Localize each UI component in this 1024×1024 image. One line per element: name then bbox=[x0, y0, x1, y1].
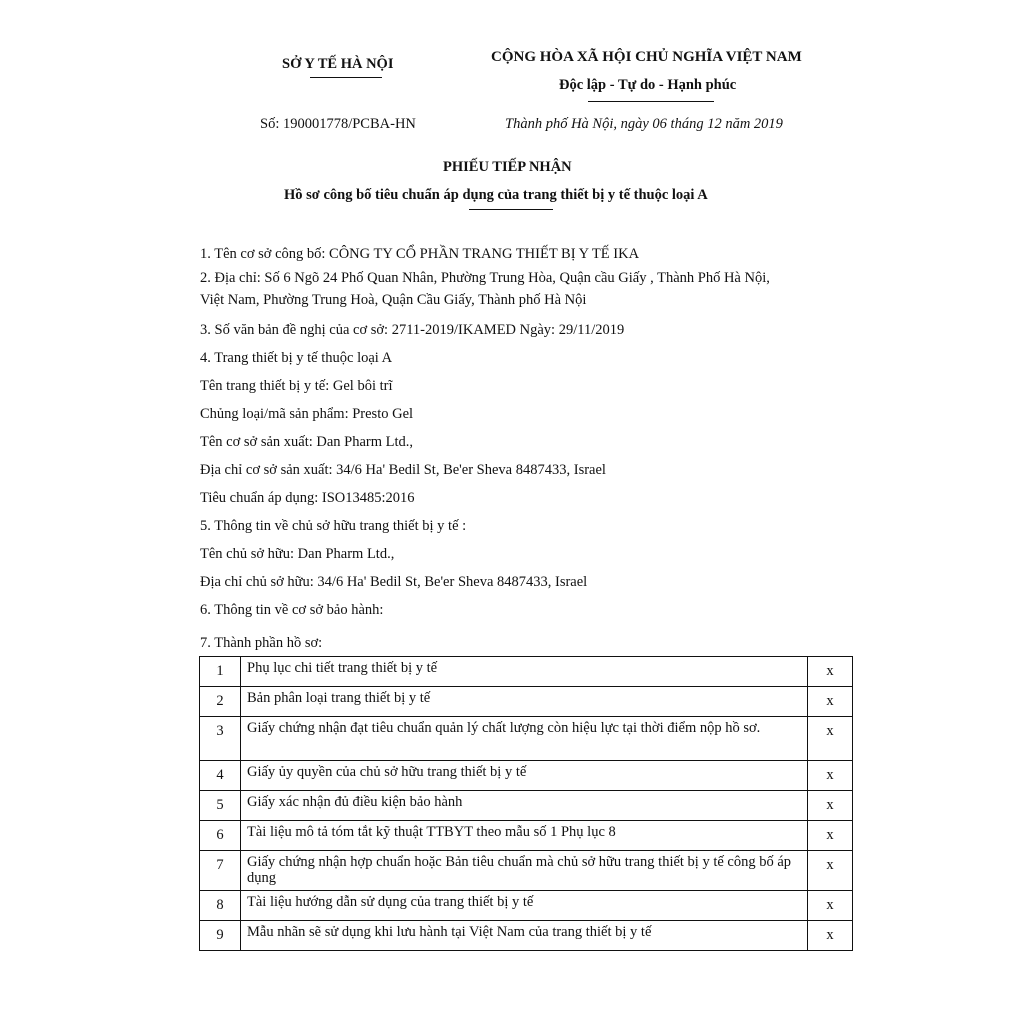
table-row bbox=[200, 717, 853, 761]
table-row bbox=[200, 851, 853, 891]
subtitle-underline bbox=[469, 209, 553, 210]
section-7-heading: 7. Thành phần hồ sơ: bbox=[200, 635, 323, 651]
row-mark: x bbox=[808, 891, 853, 921]
page-title: PHIẾU TIẾP NHẬN bbox=[443, 159, 572, 175]
agency-underline bbox=[310, 77, 382, 78]
row-number: 4 bbox=[200, 761, 241, 791]
row-number: 3 bbox=[200, 717, 241, 761]
request-document: 3. Số văn bản đề nghị của cơ sở: 2711-2019/IKAMED Ngày: 29/11/2019 bbox=[200, 322, 625, 338]
row-mark: x bbox=[808, 657, 853, 687]
row-description: Tài liệu hướng dẫn sử dụng của trang thiết bị y tế bbox=[241, 891, 808, 921]
table-row bbox=[200, 657, 853, 687]
row-mark: x bbox=[808, 921, 853, 951]
table-row bbox=[200, 791, 853, 821]
row-number: 8 bbox=[200, 891, 241, 921]
section-4-heading: 4. Trang thiết bị y tế thuộc loại A bbox=[200, 350, 393, 366]
motto: Độc lập - Tự do - Hạnh phúc bbox=[559, 77, 737, 93]
document-number: Số: 190001778/PCBA-HN bbox=[260, 116, 416, 132]
table-row bbox=[200, 891, 853, 921]
row-mark: x bbox=[808, 761, 853, 791]
address-line-2: Việt Nam, Phường Trung Hoà, Quận Cầu Giấy, Thành phố Hà Nội bbox=[200, 292, 587, 308]
row-mark: x bbox=[808, 821, 853, 851]
device-model: Chủng loại/mã sản phẩm: Presto Gel bbox=[200, 406, 414, 422]
manufacturer-address: Địa chỉ cơ sở sản xuất: 34/6 Ha' Bedil St, Be'er Sheva 8487433, Israel bbox=[200, 462, 606, 478]
row-description: Tài liệu mô tả tóm tắt kỹ thuật TTBYT theo mẫu số 1 Phụ lục 8 bbox=[241, 821, 808, 851]
row-description: Giấy xác nhận đủ điều kiện bảo hành bbox=[241, 791, 808, 821]
agency-name: SỞ Y TẾ HÀ NỘI bbox=[282, 56, 394, 72]
section-5-heading: 5. Thông tin về chủ sở hữu trang thiết bị y tế : bbox=[200, 518, 467, 534]
address-line-1: 2. Địa chỉ: Số 6 Ngõ 24 Phố Quan Nhân, Phường Trung Hòa, Quận cầu Giấy , Thành Phố Hà Nội, bbox=[200, 270, 770, 286]
table-row bbox=[200, 687, 853, 717]
section-6-heading: 6. Thông tin về cơ sở bảo hành: bbox=[200, 602, 384, 618]
republic-title: CỘNG HÒA XÃ HỘI CHỦ NGHĨA VIỆT NAM bbox=[491, 49, 802, 65]
row-number: 5 bbox=[200, 791, 241, 821]
table-row bbox=[200, 761, 853, 791]
dossier-components-table bbox=[199, 656, 853, 951]
row-number: 2 bbox=[200, 687, 241, 717]
row-description: Giấy chứng nhận đạt tiêu chuẩn quản lý chất lượng còn hiệu lực tại thời điểm nộp hồ sơ. bbox=[241, 717, 808, 761]
row-description: Bản phân loại trang thiết bị y tế bbox=[241, 687, 808, 717]
page-subtitle: Hồ sơ công bố tiêu chuẩn áp dụng của trang thiết bị y tế thuộc loại A bbox=[284, 187, 708, 203]
row-description: Giấy chứng nhận hợp chuẩn hoặc Bản tiêu chuẩn mà chủ sở hữu trang thiết bị y tế công bố áp dụng bbox=[241, 851, 808, 891]
row-mark: x bbox=[808, 717, 853, 761]
row-number: 9 bbox=[200, 921, 241, 951]
row-description: Mẫu nhãn sẽ sử dụng khi lưu hành tại Việt Nam của trang thiết bị y tế bbox=[241, 921, 808, 951]
motto-underline bbox=[588, 101, 714, 102]
owner-address: Địa chỉ chủ sở hữu: 34/6 Ha' Bedil St, Be'er Sheva 8487433, Israel bbox=[200, 574, 588, 590]
place-date: Thành phố Hà Nội, ngày 06 tháng 12 năm 2019 bbox=[505, 116, 783, 132]
row-number: 7 bbox=[200, 851, 241, 891]
table-row bbox=[200, 821, 853, 851]
device-name: Tên trang thiết bị y tế: Gel bôi trĩ bbox=[200, 378, 393, 394]
row-number: 6 bbox=[200, 821, 241, 851]
row-description: Phụ lục chi tiết trang thiết bị y tế bbox=[241, 657, 808, 687]
table-row bbox=[200, 921, 853, 951]
applied-standard: Tiêu chuẩn áp dụng: ISO13485:2016 bbox=[200, 490, 415, 506]
row-number: 1 bbox=[200, 657, 241, 687]
row-mark: x bbox=[808, 687, 853, 717]
row-mark: x bbox=[808, 851, 853, 891]
manufacturer-name: Tên cơ sở sản xuất: Dan Pharm Ltd., bbox=[200, 434, 414, 450]
owner-name: Tên chủ sở hữu: Dan Pharm Ltd., bbox=[200, 546, 395, 562]
row-mark: x bbox=[808, 791, 853, 821]
row-description: Giấy ủy quyền của chủ sở hữu trang thiết bị y tế bbox=[241, 761, 808, 791]
declarant-name: 1. Tên cơ sở công bố: CÔNG TY CỔ PHẦN TRANG THIẾT BỊ Y TẾ IKA bbox=[200, 246, 640, 262]
